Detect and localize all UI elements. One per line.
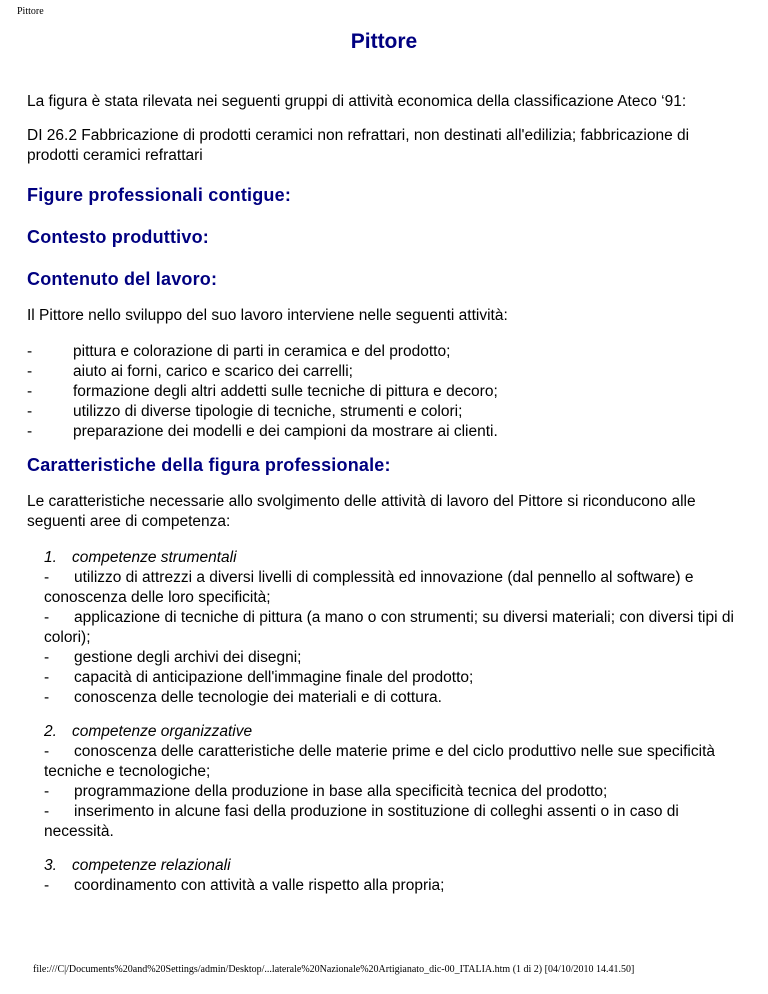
list-item <box>27 342 745 362</box>
intro-paragraph: La figura è stata rilevata nei seguenti gruppi di attività economica della classificazione Ateco ‘91: <box>27 93 687 110</box>
dash-bullet: - <box>44 803 50 820</box>
group-heading <box>44 722 745 742</box>
group-heading <box>44 548 745 568</box>
heading-figure-contigue: Figure professionali contigue: <box>27 185 292 205</box>
dash-bullet: - <box>44 689 50 706</box>
list-item-text: capacità di anticipazione dell'immagine finale del prodotto; <box>74 669 474 686</box>
group-title: competenze strumentali <box>72 549 237 566</box>
group-heading <box>44 856 745 876</box>
running-head: Pittore <box>17 6 44 17</box>
list-item-text: conoscenza delle tecnologie dei materiali e di cottura. <box>74 689 442 706</box>
dash-bullet: - <box>27 383 33 400</box>
lavoro-intro: Il Pittore nello sviluppo del suo lavoro interviene nelle seguenti attività: <box>27 307 508 324</box>
dash-bullet: - <box>27 363 33 380</box>
group-number: 2. <box>44 723 57 740</box>
group-title: competenze relazionali <box>72 857 231 874</box>
competence-group-strumentali <box>44 548 745 708</box>
list-item-text: utilizzo di attrezzi a diversi livelli di complessità ed innovazione (dal pennello al software) e conoscenza delle loro specificità; <box>44 569 694 606</box>
dash-bullet: - <box>27 343 33 360</box>
dash-bullet: - <box>44 649 50 666</box>
heading-caratteristiche: Caratteristiche della figura professionale: <box>27 455 391 475</box>
list-item <box>44 608 745 648</box>
list-item <box>27 422 745 442</box>
list-item-text: preparazione dei modelli e dei campioni da mostrare ai clienti. <box>73 423 498 440</box>
dash-bullet: - <box>44 743 50 760</box>
lavoro-list <box>27 342 745 442</box>
dash-bullet: - <box>44 783 50 800</box>
group-number: 1. <box>44 549 57 566</box>
heading-contenuto-lavoro: Contenuto del lavoro: <box>27 269 218 289</box>
page-title: Pittore <box>350 30 418 53</box>
list-item <box>44 742 745 782</box>
list-item-text: coordinamento con attività a valle rispetto alla propria; <box>74 877 445 894</box>
group-title: competenze organizzative <box>72 723 253 740</box>
heading-contesto-produttivo: Contesto produttivo: <box>27 227 209 247</box>
dash-bullet: - <box>44 669 50 686</box>
group-number: 3. <box>44 857 57 874</box>
competence-group-relazionali <box>44 856 745 896</box>
list-item <box>44 688 745 708</box>
caratteristiche-intro: Le caratteristiche necessarie allo svolgimento delle attività di lavoro del Pittore si riconducono alle seguenti aree di competenza: <box>27 493 696 530</box>
ateco-paragraph: DI 26.2 Fabbricazione di prodotti ceramici non refrattari, non destinati all'edilizia; fabbricazione di prodotti ceramici refrattari <box>27 127 690 164</box>
list-item <box>27 382 745 402</box>
dash-bullet: - <box>27 403 33 420</box>
list-item <box>44 568 745 608</box>
list-item <box>44 802 745 842</box>
list-item <box>44 876 745 896</box>
list-item-text: formazione degli altri addetti sulle tecniche di pittura e decoro; <box>73 383 498 400</box>
dash-bullet: - <box>27 423 33 440</box>
list-item <box>44 782 745 802</box>
list-item <box>27 402 745 422</box>
list-item-text: aiuto ai forni, carico e scarico dei carrelli; <box>73 363 353 380</box>
list-item-text: applicazione di tecniche di pittura (a mano o con strumenti; su diversi materiali; con diversi tipi di colori); <box>44 609 734 646</box>
list-item-text: gestione degli archivi dei disegni; <box>74 649 302 666</box>
list-item-text: conoscenza delle caratteristiche delle materie prime e del ciclo produttivo nelle sue specificità tecniche e tecnologiche; <box>44 743 715 780</box>
document-body <box>27 92 745 910</box>
dash-bullet: - <box>44 569 50 586</box>
dash-bullet: - <box>44 877 50 894</box>
list-item-text: programmazione della produzione in base alla specificità tecnica del prodotto; <box>74 783 608 800</box>
list-item <box>44 648 745 668</box>
list-item-text: utilizzo di diverse tipologie di tecniche, strumenti e colori; <box>73 403 463 420</box>
list-item-text: inserimento in alcune fasi della produzione in sostituzione di colleghi assenti o in caso di necessità. <box>44 803 679 840</box>
list-item-text: pittura e colorazione di parti in ceramica e del prodotto; <box>73 343 451 360</box>
list-item <box>27 362 745 382</box>
competence-group-organizzative <box>44 722 745 842</box>
list-item <box>44 668 745 688</box>
dash-bullet: - <box>44 609 50 626</box>
file-path-footer: file:///C|/Documents%20and%20Settings/admin/Desktop/...laterale%20Nazionale%20Artigianato_dic-00_ITALIA.htm (1 di 2) [04/10/2010 14.41.50] <box>33 964 635 975</box>
